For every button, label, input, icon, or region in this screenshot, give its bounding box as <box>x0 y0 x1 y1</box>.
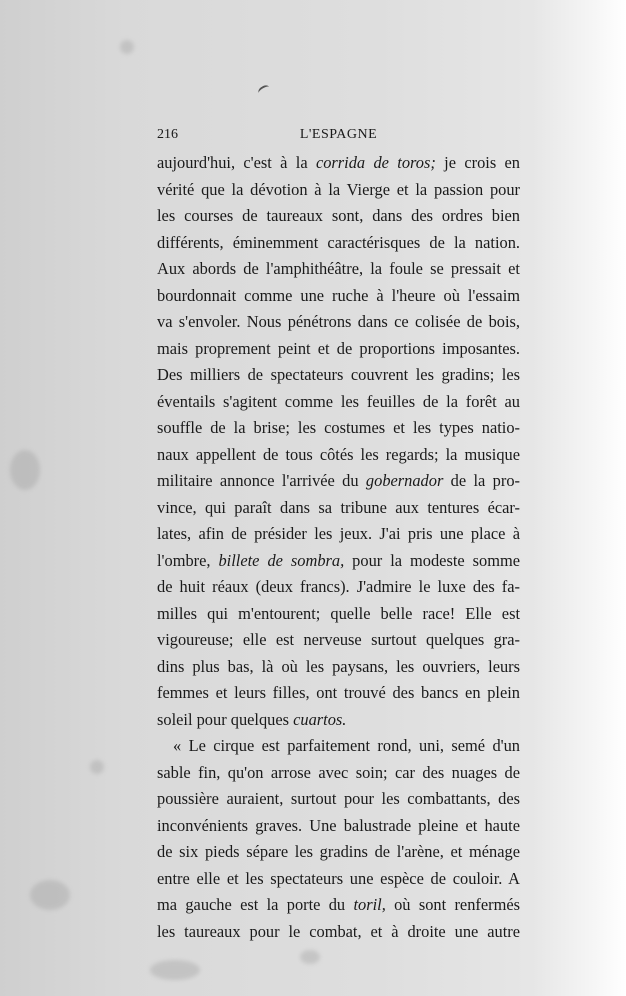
text-segment: Des milliers de spectateurs couvrent les gradins; les <box>157 365 520 384</box>
running-title: L'ESPAGNE <box>299 127 378 142</box>
text-line <box>157 548 520 575</box>
text-segment: vince, qui paraît dans sa tribune aux tentures écar- <box>157 497 520 517</box>
page-number: 216 <box>157 127 178 142</box>
text-segment: l'ombre, <box>157 550 219 570</box>
text-segment: va s'envoler. Nous pénétrons dans ce colisée de bois, <box>157 312 520 331</box>
stain <box>90 760 104 774</box>
text-segment: de la pro- <box>443 471 520 490</box>
text-line <box>157 680 520 707</box>
text-segment: pour la modeste somme <box>344 550 521 570</box>
text-line <box>157 813 520 840</box>
text-line <box>157 839 520 866</box>
text-segment: entre elle et les spectateurs une espèce de couloir. A <box>157 868 520 888</box>
text-segment: bourdonnait comme une ruche à l'heure où l'essaim <box>157 285 520 305</box>
text-line <box>157 230 520 257</box>
text-segment: différents, éminemment caractérisques de la nation. <box>157 232 520 252</box>
body-text <box>157 150 520 945</box>
text-line <box>157 256 520 283</box>
text-line <box>157 521 520 548</box>
text-segment: ma gauche est la porte du <box>157 895 354 914</box>
text-line <box>157 760 520 787</box>
text-segment: sable fin, qu'on arrose avec soin; car des nuages de <box>157 762 520 782</box>
text-line <box>157 362 520 389</box>
text-segment: mais proprement peint et de proportions imposantes. <box>157 338 520 358</box>
text-segment: les courses de taureaux sont, dans des ordres bien <box>157 206 520 225</box>
text-line <box>157 389 520 416</box>
text-segment: femmes et leurs filles, ont trouvé des bancs en plein <box>157 683 520 702</box>
text-segment: éventails s'agitent comme les feuilles de la forêt au <box>157 391 520 411</box>
italic-text: billete de sombra, <box>218 550 345 570</box>
text-segment: vigoureuse; elle est nerveuse surtout quelques gra- <box>157 630 520 649</box>
text-line <box>157 627 520 654</box>
page-header <box>157 127 520 147</box>
text-segment: les taureaux pour le combat, et à droite une autre <box>157 921 520 941</box>
text-segment: « Le cirque est parfaitement rond, uni, semé d'un <box>173 736 520 755</box>
text-segment: lates, afin de présider les jeux. J'ai pris une place à <box>157 524 520 543</box>
text-line <box>157 283 520 310</box>
text-line <box>157 892 520 919</box>
stain <box>300 950 320 964</box>
text-line <box>157 919 520 946</box>
text-segment: de huit réaux (deux francs). J'admire le luxe des fa- <box>157 577 520 596</box>
text-line <box>157 733 520 760</box>
text-segment: inconvénients graves. Une balustrade pleine et haute <box>157 815 520 835</box>
italic-text: cuartos. <box>293 709 347 729</box>
text-segment: où sont renfermés <box>385 895 520 914</box>
text-segment: militaire annonce l'arrivée du <box>157 471 366 490</box>
text-line <box>157 654 520 681</box>
text-segment: poussière auraient, surtout pour les combattants, des <box>157 789 520 808</box>
text-line <box>157 495 520 522</box>
stain <box>30 880 70 910</box>
text-segment: Aux abords de l'amphithéâtre, la foule se pressait et <box>157 259 520 278</box>
text-line <box>157 786 520 813</box>
italic-text: corrida de toros; <box>315 153 436 172</box>
text-segment: je crois en <box>435 153 520 172</box>
text-line <box>157 601 520 628</box>
text-segment: milles qui m'entourent; quelle belle race! Elle est <box>157 603 520 623</box>
text-line <box>157 309 520 336</box>
text-line <box>157 707 520 734</box>
text-segment: dins plus bas, là où les paysans, les ouvriers, leurs <box>157 656 520 676</box>
italic-text: toril, <box>353 895 386 914</box>
text-line <box>157 866 520 893</box>
text-line <box>157 415 520 442</box>
text-segment: souffle de la brise; les costumes et les types natio- <box>157 418 520 437</box>
stain <box>150 960 200 980</box>
text-line <box>157 468 520 495</box>
text-line <box>157 442 520 469</box>
stain <box>10 450 40 490</box>
ink-mark <box>257 84 271 97</box>
italic-text: gobernador <box>365 471 444 490</box>
text-line <box>157 203 520 230</box>
text-line <box>157 574 520 601</box>
stain <box>120 40 134 54</box>
text-line <box>157 336 520 363</box>
text-segment: vérité que la dévotion à la Vierge et la passion pour <box>157 179 520 199</box>
text-segment: aujourd'hui, c'est à la <box>157 153 316 172</box>
text-line <box>157 177 520 204</box>
text-segment: soleil pour quelques <box>157 709 294 729</box>
text-segment: de six pieds sépare les gradins de l'arène, et ménage <box>157 842 520 861</box>
text-line <box>157 150 520 177</box>
text-segment: naux appellent de tous côtés les regards; la musique <box>157 444 520 464</box>
